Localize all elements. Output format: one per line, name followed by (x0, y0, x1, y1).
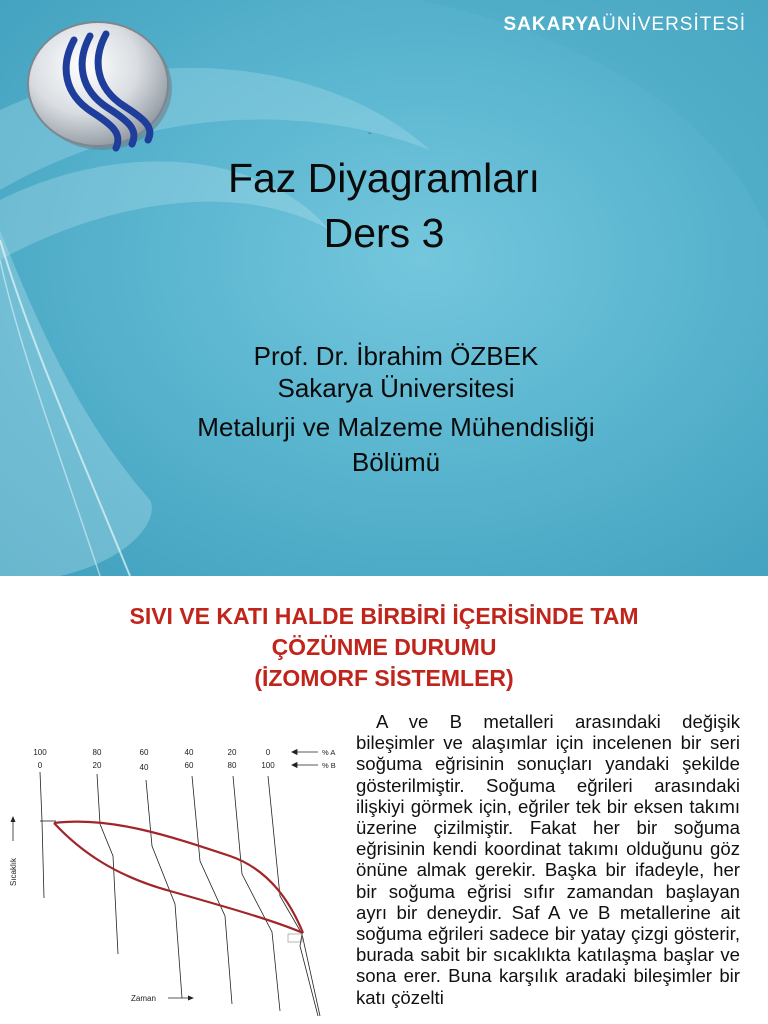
curve-tail-0a (300, 934, 318, 1016)
section-heading-line3: (İZOMORF SİSTEMLER) (254, 665, 514, 691)
cooling-curve-80a (97, 774, 118, 954)
author-department-suffix: Bölümü (351, 447, 441, 477)
cooling-curves-diagram (0, 736, 352, 1024)
slide-subtitle: Ders 3 (323, 210, 445, 256)
section-heading: SIVI VE KATI HALDE BİRBİRİ İÇERİSİNDE TAM (129, 603, 639, 629)
row-a-label: 40 (184, 748, 194, 757)
author-university: Sakarya Üniversitesi (277, 373, 515, 403)
liquidus-curve (54, 822, 303, 933)
body-paragraph: A ve B metalleri arasındaki değişik bileşimler ve alaşımlar için incelenen bir seri soğuma eğrisinin sonuçları yandaki şekilde gösterilmiştir. Soğuma eğrileri arasındaki ilişkiyi görmek için, eğriler tek bir eksen takımı üzerine çizilmiştir. Fakat her bir soğuma eğrisinin kendi koordinat takımı olduğunu göz önüne almak gerekir. Başka bir ifadeyle, her bir soğuma eğrisi sıfır zamandan başlayan ayrı bir deneydir. Saf A ve B metallerine ait soğuma eğrileri sadece bir yatay çizgi gösterir, burada sabit bir sıcaklıkta katılaşma başlar ve sona erer. Buna karşılık aradaki bileşimler bir katı çözelti (356, 711, 740, 1008)
legend-b: % B (322, 761, 336, 770)
row-a-label: 80 (92, 748, 102, 757)
small-mark: - (368, 128, 372, 139)
row-a-label: 20 (227, 748, 237, 757)
row-b-label: 40 (139, 763, 149, 772)
row-a-label: 0 (265, 748, 271, 757)
section-heading-line2: ÇÖZÜNME DURUMU (271, 634, 497, 660)
content-slide (0, 576, 768, 1024)
row-a-label: 100 (33, 748, 47, 757)
cooling-curve-40a (192, 776, 232, 1004)
row-a-label: 60 (139, 748, 149, 757)
row-b-label: 100 (261, 761, 275, 770)
cooling-curve-100a (40, 772, 44, 898)
cooling-curve-0a (268, 776, 320, 1016)
row-b-label: 0 (37, 761, 43, 770)
author-name: Prof. Dr. İbrahim ÖZBEK (253, 341, 539, 371)
row-b-label: 60 (184, 761, 194, 770)
y-axis-label: Sıcaklık (9, 857, 18, 886)
row-b-label: 20 (92, 761, 102, 770)
author-department: Metalurji ve Malzeme Mühendisliği (197, 412, 595, 442)
legend-a: % A (322, 748, 336, 757)
end-marker (288, 934, 302, 942)
cooling-curve-20a (233, 776, 280, 1011)
university-logo (22, 16, 178, 156)
row-b-label: 80 (227, 761, 237, 770)
x-axis-label: Zaman (131, 994, 156, 1003)
university-brand: SAKARYAÜNİVERSİTESİ (503, 14, 746, 35)
slide-title: Faz Diyagramları (227, 155, 541, 201)
